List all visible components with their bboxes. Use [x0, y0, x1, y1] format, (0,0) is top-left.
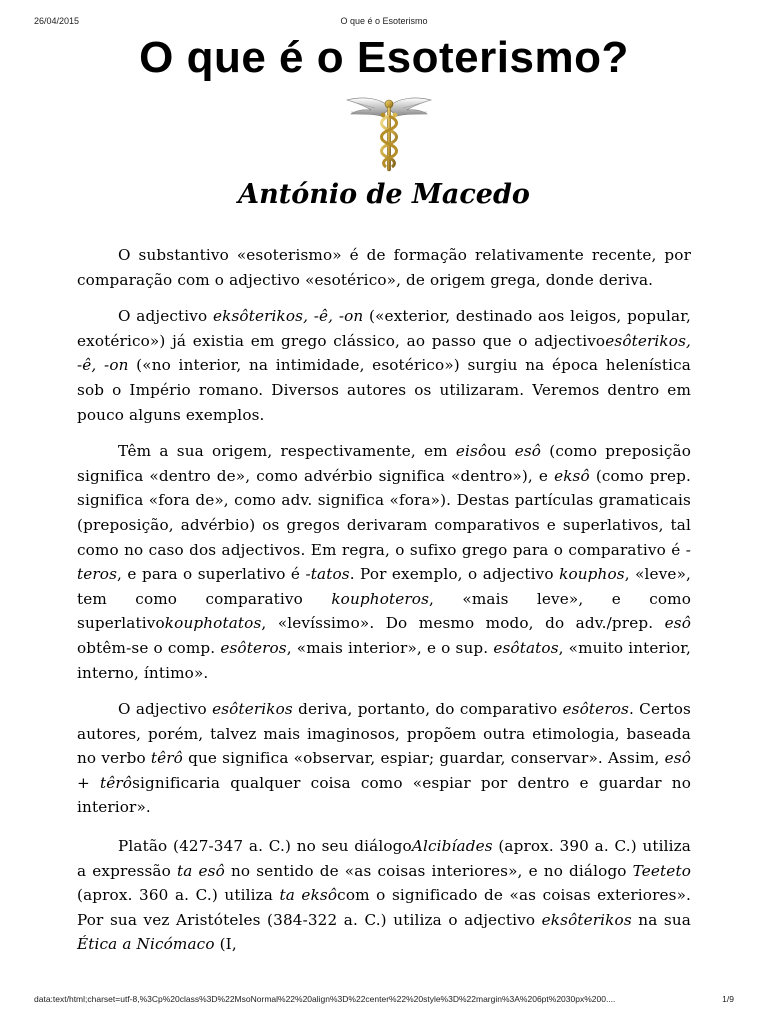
text-run: obtêm-se o comp.	[77, 638, 221, 657]
paragraph	[77, 304, 691, 427]
text-run: deriva, portanto, do comparativo	[292, 700, 563, 719]
text-run: , «mais interior», e o sup.	[286, 638, 494, 657]
text-run: . Por exemplo, o adjectivo	[349, 565, 560, 584]
author-name: António de Macedo	[238, 179, 530, 210]
italic-term: esô	[514, 442, 542, 461]
italic-term: kouphos	[559, 565, 625, 584]
italic-term: eksô	[554, 466, 590, 485]
text-run: , «muito interior, interno, íntimo».	[77, 638, 691, 682]
paragraph	[77, 834, 691, 957]
italic-term: -tatos	[305, 565, 350, 584]
italic-term: esôterikos, -ê, -on	[77, 331, 691, 375]
text-run: que significa «observar, espiar; guardar, conservar». Assim,	[182, 749, 665, 768]
text-run: (aprox. 390 a. C.) utiliza a expressão	[77, 837, 692, 880]
text-run: (como prep. significa «fora de», como adv. significa «fora»). Destas partículas gramaticais (preposição, advérbio) os gregos derivaram comparativos e superlativos, tal como no caso dos adjectivos. Em regra, o sufixo grego para o comparativo é	[77, 466, 691, 559]
paragraph	[77, 243, 691, 292]
italic-term: esôteros	[220, 638, 287, 657]
print-footer	[34, 994, 734, 1008]
italic-term: esôtatos	[493, 638, 559, 657]
document-title: O que é o Esoterismo?	[139, 33, 629, 82]
caduceus-icon	[345, 92, 433, 172]
italic-term: Ética a Nicómaco	[77, 935, 215, 954]
print-source-url: data:text/html;charset=utf-8,%3Cp%20class%3D%22MsoNormal%22%20align%3D%22center%22%20style%3D%22margin%3A%206pt%2030px%200....	[34, 994, 616, 1004]
text-run: com o significado de «as coisas exteriores». Por sua vez Aristóteles (384-322 a. C.) utiliza o adjectivo	[77, 886, 692, 929]
italic-term: têrô	[150, 749, 183, 768]
text-run: significaria qualquer coisa como «espiar por dentro e guardar no interior».	[77, 773, 691, 817]
text-run: (aprox. 360 a. C.) utiliza	[77, 886, 280, 905]
text-run: , e para o superlativo é	[117, 565, 306, 584]
italic-term: eksôterikos, -ê, -on	[212, 307, 364, 326]
text-run: no sentido de «as coisas interiores», e no diálogo	[224, 861, 633, 880]
text-run: . Certos autores, porém, talvez mais imaginosos, propõem outra etimologia, baseada no verbo	[77, 700, 691, 768]
italic-term: kouphoteros	[331, 589, 430, 608]
text-run: ou	[487, 442, 515, 461]
print-page-number: 1/9	[722, 994, 734, 1004]
text-run: , «levíssimo». Do mesmo modo, do adv./prep.	[261, 614, 665, 633]
italic-term: Alcibíades	[411, 837, 493, 856]
italic-term: ta esô	[176, 861, 225, 880]
text-run: Platão (427-347 a. C.) no seu diálogo	[118, 837, 412, 856]
paragraph	[77, 697, 691, 820]
paragraph	[77, 439, 691, 685]
print-header	[34, 16, 734, 30]
text-run: na sua	[631, 910, 691, 929]
italic-term: -teros	[77, 540, 691, 584]
italic-term: esô + têrô	[77, 749, 692, 792]
italic-term: esôteros	[562, 700, 629, 719]
italic-term: esô	[664, 614, 691, 633]
italic-term: kouphotatos	[164, 614, 262, 633]
text-run: Têm a sua origem, respectivamente, em	[118, 442, 456, 461]
print-date: 26/04/2015	[34, 16, 80, 26]
text-run: (como preposição significa «dentro de», como advérbio significa «dentro»), e	[77, 442, 691, 485]
text-run: O adjectivo	[118, 700, 213, 719]
italic-term: esôterikos	[212, 700, 293, 719]
article-body	[77, 243, 691, 968]
italic-term: eksôterikos	[541, 910, 632, 929]
text-run: O adjectivo	[118, 307, 213, 326]
italic-term: ta eksô	[279, 886, 338, 905]
text-run: , «mais leve», e como superlativo	[77, 589, 691, 633]
text-run: , «leve», tem como comparativo	[77, 565, 691, 608]
text-run: («no interior, na intimidade, esotérico») surgiu na época helenística sob o Império romano. Diversos autores os utilizaram. Veremos dentro em pouco alguns exemplos.	[77, 356, 691, 424]
text-run: (I,	[214, 935, 237, 954]
italic-term: eisô	[455, 442, 488, 461]
print-page-title: O que é o Esoterismo	[340, 16, 428, 26]
italic-term: Teeteto	[632, 861, 691, 880]
text-run: O substantivo «esoterismo» é de formação relativamente recente, por comparação com o adjectivo «esotérico», de origem grega, donde deriva.	[77, 246, 691, 289]
text-run: («exterior, destinado aos leigos, popular, exotérico») já existia em grego clássico, ao passo que o adjectivo	[77, 307, 691, 350]
